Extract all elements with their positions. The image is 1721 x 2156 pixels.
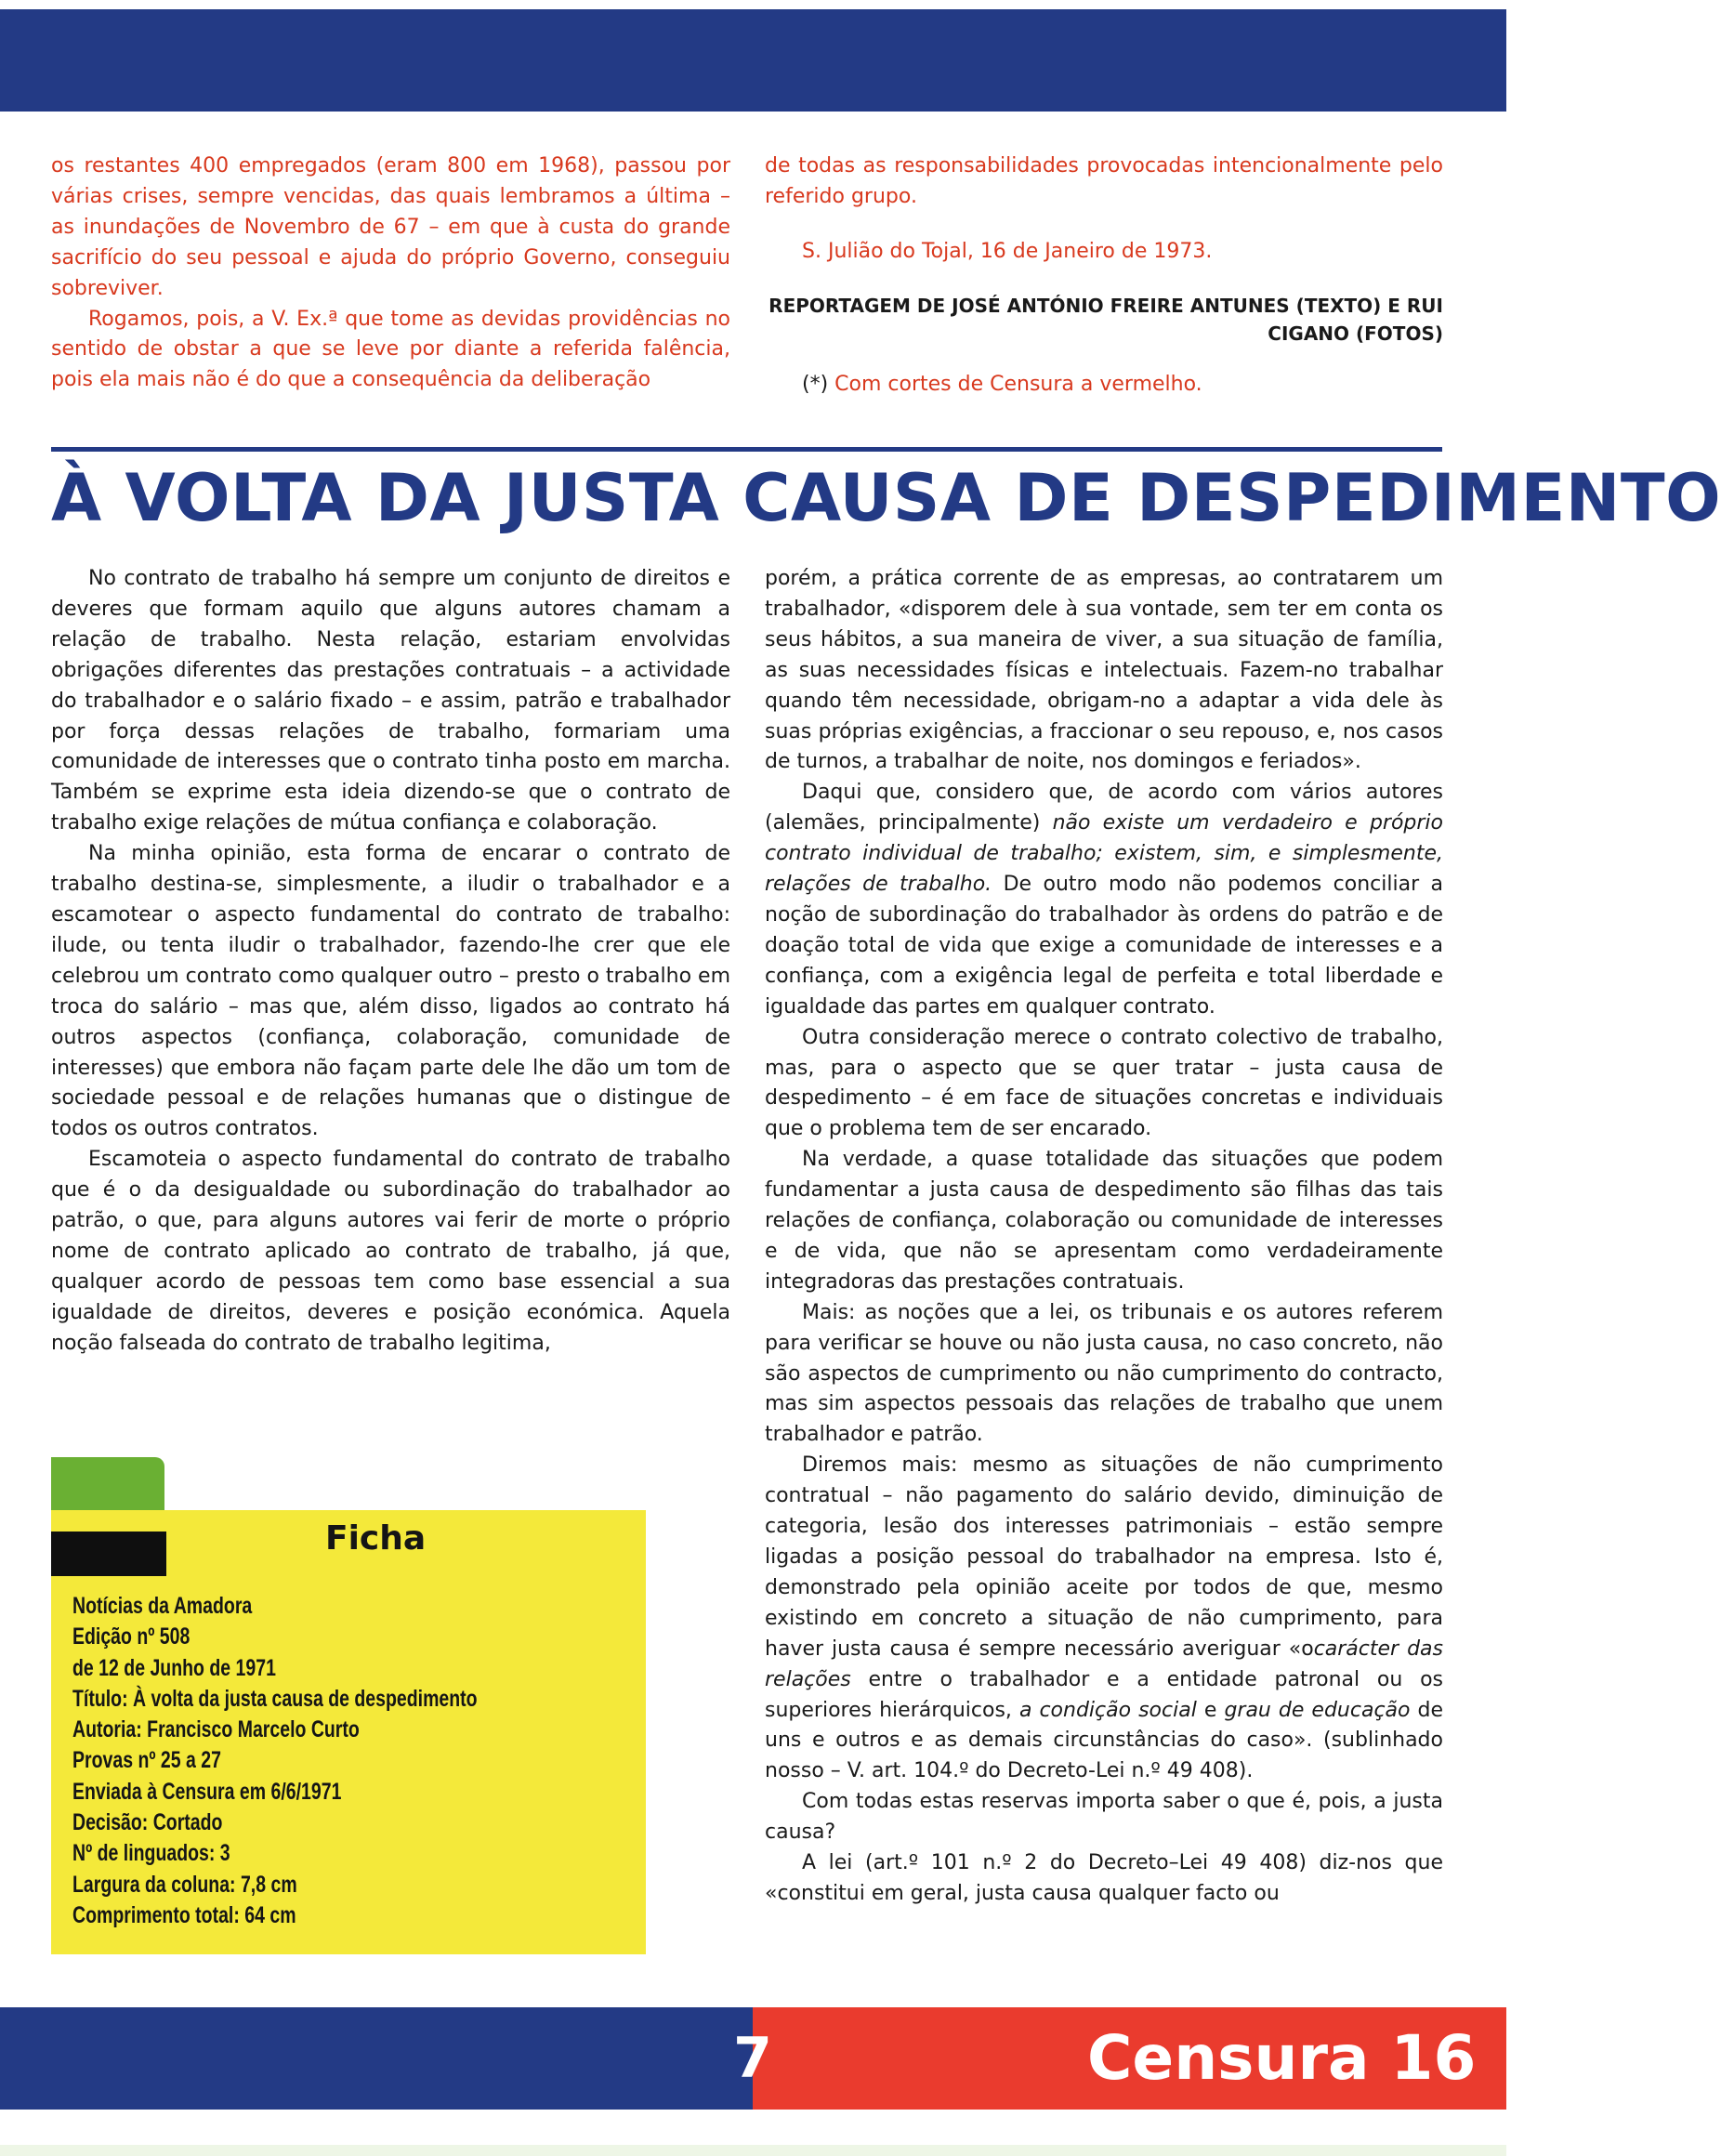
article-paragraph: No contrato de trabalho há sempre um conjunto de direitos e deveres que formam aquilo que alguns autores chamam a relação de trabalho. Nesta relação, estariam envolvidas obrigações diferentes das prestações contratuais – a actividade do trabalhador e o salário fixado – e assim, patrão e trabalhador por força dessas relações de trabalho, formariam uma comunidade de interesses que o contrato tinha posto em marcha. Também se exprime esta ideia dizendo-se que o contrato de trabalho exige relações de mútua confiança e colaboração. — [51, 567, 730, 835]
footer-blue-band — [0, 2007, 753, 2110]
ficha-line: Enviada à Censura em 6/6/1971 — [72, 1778, 342, 1805]
censored-paragraph: os restantes 400 empregados (eram 800 em 1968), passou por várias crises, sempre vencidas, das quais lembramos a última – as inundações de Novembro de 67 – em que à custa do grande sacrifício do seu pessoal e ajuda do próprio Governo, conseguiu sobreviver. — [51, 154, 730, 300]
ficha-line: Notícias da Amadora — [72, 1593, 253, 1619]
article-paragraph — [765, 1451, 1443, 1787]
top-right-column — [765, 151, 1443, 401]
emphasis-run: a condição social — [1018, 1698, 1197, 1722]
note-marker: (*) — [802, 372, 829, 396]
ficha-line: Decisão: Cortado — [72, 1809, 223, 1836]
magazine-title: Censura 16 — [1087, 2022, 1477, 2094]
ficha-line: Provas nº 25 a 27 — [72, 1747, 221, 1774]
text-run: Diremos mais: mesmo as situações de não cumprimento contratual – não pagamento do salário devido, diminuição de categoria, lesão dos interesses patrimoniais – estão sempre ligadas a posição pessoal do trabalhador na empresa. Isto é, demonstrado pela opinião aceite por todos de que, mesmo existindo em concreto a situação de não cumprimento, para haver justa causa é sempre necessário averiguar «o — [765, 1453, 1443, 1661]
ficha-black-tab — [51, 1532, 166, 1576]
text-run: entre o trabalhador e a entidade patronal ou os superiores hierárquicos, — [765, 1667, 1443, 1722]
article-paragraph: Mais: as noções que a lei, os tribunais e os autores referem para verificar se houve ou não justa causa, no caso concreto, não são aspectos de cumprimento ou não cumprimento do contracto, mas sim aspectos pessoais das relações de trabalho que unem trabalhador e patrão. — [765, 1300, 1443, 1447]
censored-paragraph: de todas as responsabilidades provocadas intencionalmente pelo referido grupo. — [765, 154, 1443, 208]
report-credit: REPORTAGEM DE JOSÉ ANTÓNIO FREIRE ANTUNES (TEXTO) E RUI CIGANO (FOTOS) — [769, 294, 1443, 345]
article-paragraph: Com todas estas reservas importa saber o que é, pois, a justa causa? — [765, 1790, 1443, 1845]
ficha-line: Largura da coluna: 7,8 cm — [72, 1871, 297, 1898]
article-paragraph: porém, a prática corrente de as empresas, ao contratarem um trabalhador, «disporem dele à sua vontade, sem ter em conta os seus hábitos, a sua maneira de viver, a sua situação de família, as suas necessidades físicas e intelectuais. Fazem-no trabalhar quando têm necessidade, obrigam-no a adaptar a vida dele às suas próprias exigências, a fraccionar o seu repouso, e, nos casos de turnos, a trabalhar de noite, nos domingos e feriados». — [765, 567, 1443, 774]
ficha-line: Comprimento total: 64 cm — [72, 1901, 296, 1928]
censored-paragraph: Rogamos, pois, a V. Ex.ª que tome as devidas providências no sentido de obstar a que se leve por diante a referida falência, pois ela mais não é do que a consequência da deliberação — [51, 307, 730, 392]
article-left-column — [51, 564, 730, 1360]
censorship-note — [765, 370, 1443, 401]
text-run: e — [1203, 1698, 1217, 1722]
ficha-title: Ficha — [325, 1519, 427, 1558]
ficha-line: de 12 de Junho de 1971 — [72, 1654, 276, 1681]
ficha-line: Edição nº 508 — [72, 1624, 190, 1650]
bottom-strip — [0, 2145, 1506, 2156]
article-paragraph: Na verdade, a quase totalidade das situações que podem fundamentar a justa causa de despedimento são filhas das tais relações de confiança, colaboração ou comunidade de interesses e de vida, que não se apresentam como verdadeiramente integradoras das prestações contratuais. — [765, 1148, 1443, 1294]
text-run: de uns e outros e as demais circunstâncias do caso». (sublinhado nosso – V. art. 104.º do Decreto-Lei n.º 49 408). — [765, 1698, 1444, 1783]
note-text: Com cortes de Censura a vermelho. — [834, 372, 1202, 396]
ficha-line: Título: À volta da justa causa de despedimento — [72, 1685, 478, 1712]
article-paragraph: Outra consideração merece o contrato colectivo de trabalho, mas, para o aspecto que se quer tratar – justa causa de despedimento – é em face de situações concretas e individuais que o problema tem de ser encarado. — [765, 1025, 1443, 1141]
emphasis-run: não existe um verdadeiro e próprio contrato individual de trabalho; existem, sim, e simplesmente, relações de trabalho. — [765, 811, 1443, 897]
section-divider — [51, 447, 1442, 452]
article-paragraph — [765, 778, 1443, 1022]
ficha-line: Nº de linguados: 3 — [72, 1840, 230, 1867]
article-paragraph: Escamoteia o aspecto fundamental do contrato de trabalho que é o da desigualdade ou subordinação do trabalhador ao patrão, o que, para alguns autores vai ferir de morte o próprio nome de contrato aplicado ao contrato de trabalho, já que, qualquer acordo de pessoas tem como base essencial a sua igualdade de direitos, deveres e posição económica. Aquela noção falseada do contrato de trabalho legitima, — [51, 1148, 730, 1355]
article-headline: À VOLTA DA JUSTA CAUSA DE DESPEDIMENTO — [51, 460, 1721, 536]
emphasis-run: grau de educação — [1224, 1698, 1411, 1722]
ficha-details — [72, 1591, 478, 1931]
article-paragraph: Na minha opinião, esta forma de encarar o contrato de trabalho destina-se, simplesmente, a iludir o trabalhador e a escamotear o aspecto fundamental do contrato de trabalho: ilude, ou tenta iludir o trabalhador, fazendo-lhe crer que ele celebrou um contrato como qualquer outro – presto o trabalho em troca do salário – mas que, além disso, ligados ao contrato há outros aspectos (confiança, colaboração, comunidade de interesses) que embora não façam parte dele lhe dão um tom de sociedade pessoal e de relações humanas que o distingue de todos os outros contratos. — [51, 842, 730, 1141]
top-banner — [0, 9, 1506, 112]
article-paragraph: A lei (art.º 101 n.º 2 do Decreto–Lei 49 408) diz-nos que «constitui em geral, justa causa qualquer facto ou — [765, 1851, 1443, 1905]
text-run: Daqui que, considero que, de acordo com vários autores (alemães, principalmente) — [765, 781, 1443, 835]
article-right-column — [765, 564, 1443, 1910]
ficha-line: Autoria: Francisco Marcelo Curto — [72, 1716, 360, 1743]
top-left-column — [51, 151, 730, 396]
page-number: 7 — [733, 2026, 772, 2091]
date-line: S. Julião do Tojal, 16 de Janeiro de 1973. — [802, 239, 1213, 263]
text-run: De outro modo não podemos conciliar a noção de subordinação do trabalhador às ordens do patrão e de doação total de vida que exige a comunidade de interesses e a confiança, com a exigência legal de perfeita e total liberdade e igualdade das partes em qualquer contrato. — [765, 873, 1444, 1019]
emphasis-run: carácter das relações — [765, 1637, 1443, 1691]
